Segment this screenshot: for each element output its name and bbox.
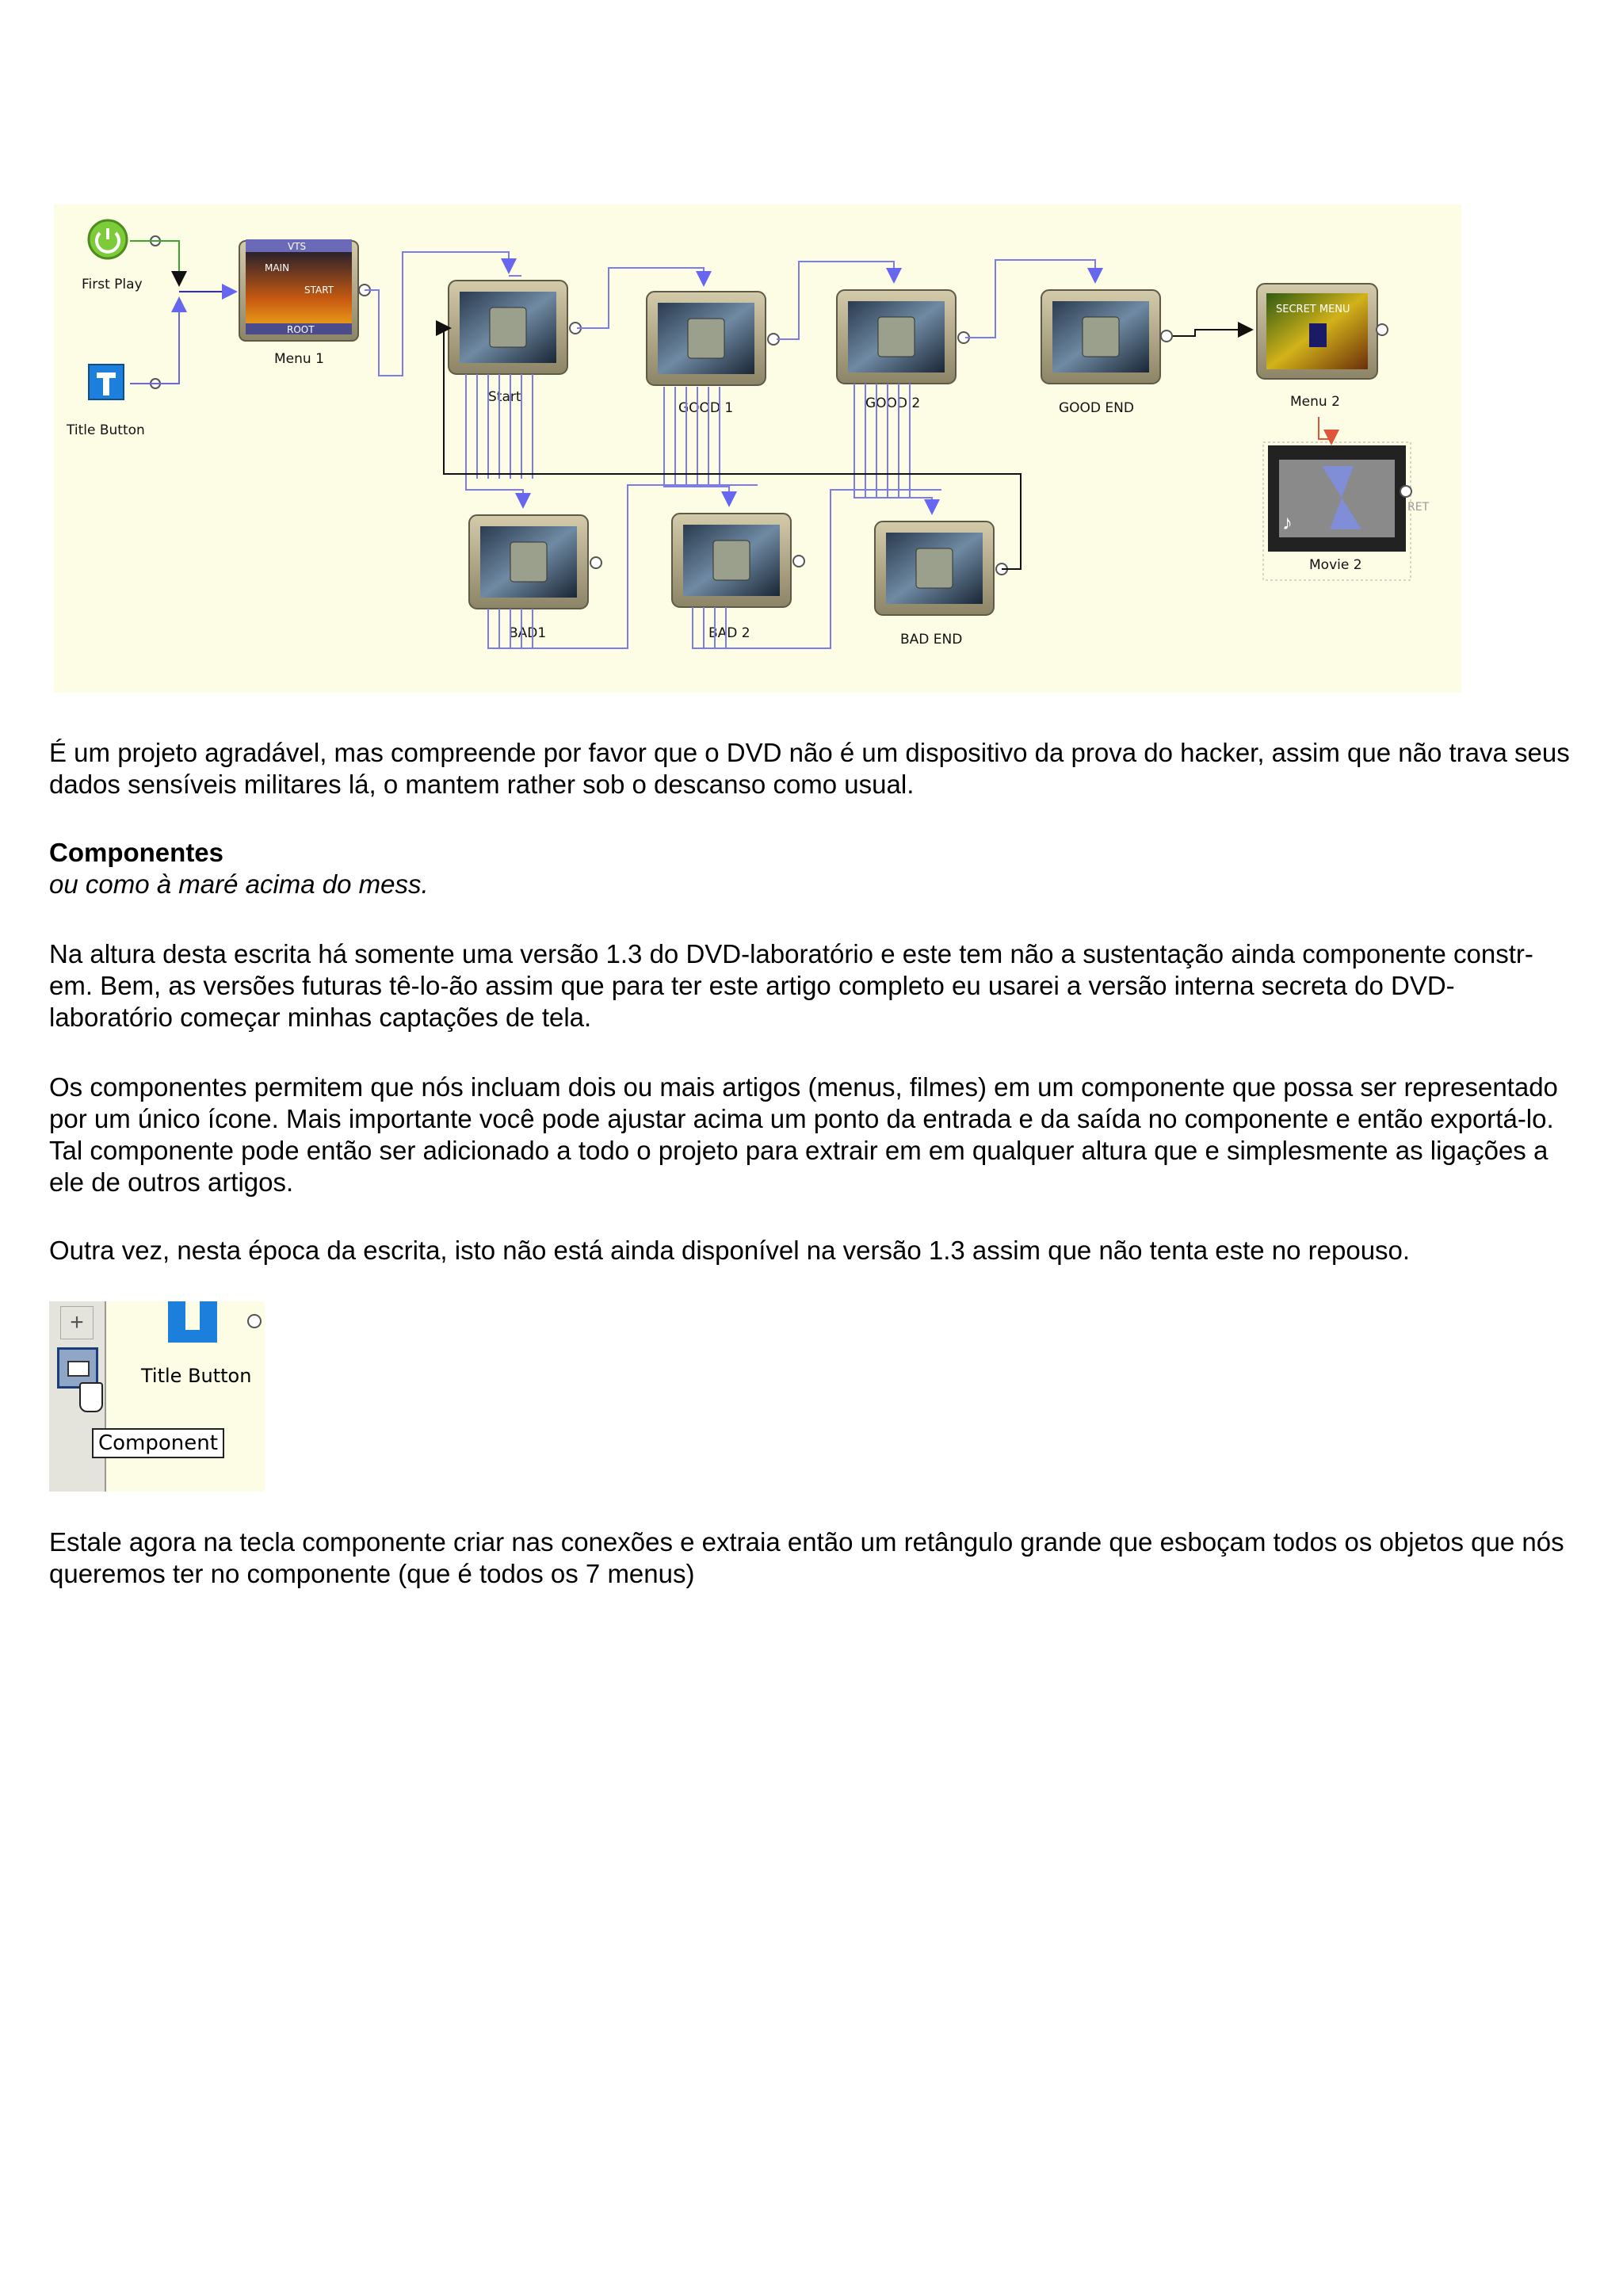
svg-text:MAIN: MAIN [265, 262, 290, 273]
out-port[interactable] [1377, 324, 1388, 335]
title-button-label: Title Button [67, 422, 145, 438]
title-button-node[interactable] [66, 365, 160, 438]
menu-bad1-label: BAD1 [509, 625, 547, 641]
menu-good1-label: GOOD 1 [678, 400, 734, 416]
paragraph-instruction: Estale agora na tecla componente criar nas conexões e extraia então um retângulo grande que esboçam todos os objetos que nós queremos ter no componente (que é todos os 7 menus) [49, 1527, 1564, 1588]
menu-good2-label: GOOD 2 [865, 395, 921, 411]
menu-good1-node[interactable] [647, 292, 779, 416]
menu1-thumbnail [246, 247, 352, 334]
hand-cursor-icon [79, 1382, 103, 1412]
menu-bad1-node[interactable] [469, 515, 601, 641]
paragraph-components: Os componentes permitem que nós incluam dois ou mais artigos (menus, filmes) em um componente que possa ser representado por um único ícone. Mais importante você pode ajustar acima um ponto da entrada e da saída no componente e então exportá-lo. Tal componente pode então ser adicionado a todo o projeto para extrair em em qualquer altura que e simplesmente as ligações a ele de outros artigos. [49, 1072, 1558, 1197]
menu-start-label: Start [488, 389, 521, 405]
menu-bad-end-node[interactable] [875, 521, 1007, 648]
music-note-icon: ♪ [1282, 510, 1293, 534]
paragraph-intro: É um projeto agradável, mas compreende por favor que o DVD não é um dispositivo da prova do hacker, assim que não trava seus dados sensíveis militares lá, o mantem rather sob o descanso como usual. [49, 738, 1570, 799]
svg-text:SECRET MENU: SECRET MENU [1276, 304, 1350, 315]
out-port[interactable] [1161, 330, 1172, 342]
movie2-label: Movie 2 [1309, 557, 1362, 573]
first-play-node[interactable] [82, 220, 160, 292]
component-icon [67, 1361, 90, 1377]
menu2-label: Menu 2 [1290, 394, 1340, 410]
dvd-flow-diagram [54, 204, 1461, 693]
svg-text:START: START [304, 285, 334, 296]
title-button-label: Title Button [141, 1365, 252, 1387]
add-tool-button[interactable] [60, 1306, 94, 1339]
out-port[interactable] [1400, 486, 1411, 497]
menu-good-end-label: GOOD END [1059, 400, 1134, 416]
component-toolbar-screenshot [49, 1301, 265, 1492]
menu-bad2-label: BAD 2 [708, 625, 750, 641]
menu-good2-node[interactable] [837, 290, 969, 411]
link-goodend-menu2 [1173, 330, 1251, 336]
paragraph-version: Na altura desta escrita há somente uma versão 1.3 do DVD-laboratório e este tem não a sustentação ainda componente constr-em. Bem, as versões futuras tê-lo-ão assim que para ter este artigo completo eu usarei a versão interna secreta do DVD-laboratório começar minhas captações de tela. [49, 939, 1533, 1032]
out-port[interactable] [247, 1314, 262, 1328]
out-port[interactable] [590, 557, 601, 568]
out-port[interactable] [793, 556, 804, 567]
svg-text:ROOT: ROOT [287, 324, 315, 335]
section-heading: Componentes [49, 838, 224, 867]
menu-good-end-node[interactable] [1041, 290, 1172, 416]
section-subheading: ou como à maré acima do mess. [49, 869, 429, 899]
movie2-node[interactable] [1263, 442, 1430, 580]
menu1-label: Menu 1 [274, 351, 324, 367]
paragraph-availability: Outra vez, nesta época da escrita, isto não está ainda disponível na versão 1.3 assim que não tenta este no repouso. [49, 1236, 1411, 1265]
title-button-icon [168, 1301, 217, 1343]
component-tooltip: Component [92, 1428, 224, 1458]
svg-text:RET: RET [1407, 501, 1430, 514]
plus-icon: + [70, 1309, 84, 1335]
link-menu2-movie2 [1319, 417, 1331, 442]
link-title-button [130, 300, 179, 384]
flow-canvas [54, 204, 1461, 693]
first-play-label: First Play [82, 277, 143, 292]
svg-text:VTS: VTS [288, 241, 307, 252]
menu1-node[interactable] [239, 239, 370, 367]
menu2-node[interactable] [1257, 284, 1388, 410]
menu-bad-end-label: BAD END [900, 632, 963, 648]
menu-start-node[interactable] [449, 281, 581, 405]
